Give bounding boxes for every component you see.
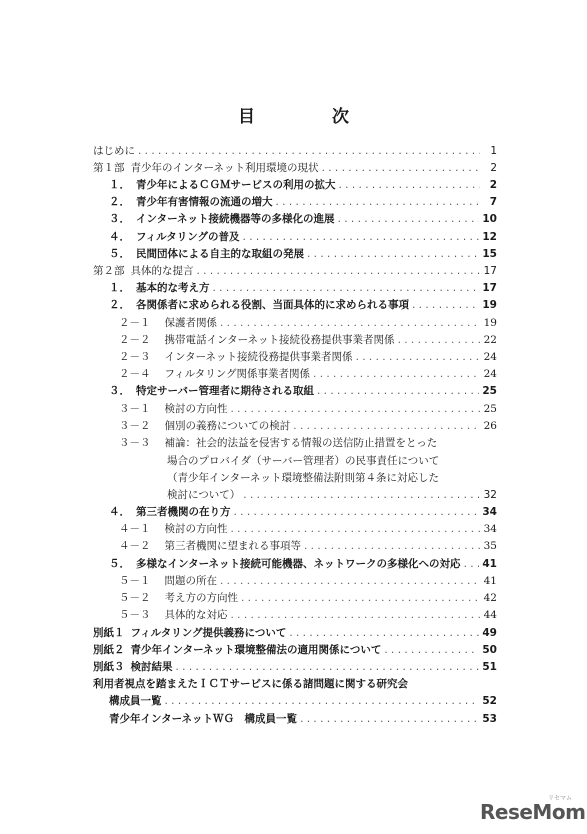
toc-entry-page: 2: [490, 162, 497, 174]
toc-entry: [167, 470, 439, 487]
toc-entry-number: ５－１: [119, 575, 151, 587]
toc-entry-page: 19: [483, 317, 497, 329]
toc-entry-number: ２－１: [119, 317, 151, 329]
dot-leader: [220, 315, 480, 332]
toc-entry-number: ４－２: [119, 540, 151, 552]
toc-entry-number: ３．: [109, 213, 130, 225]
toc-entry-label: 保護者関係: [164, 317, 217, 329]
toc-entry: [167, 453, 439, 470]
toc-entry-label: フィルタリングの普及: [136, 231, 240, 243]
toc-entry-number: ２－４: [119, 368, 151, 380]
dot-leader: [356, 349, 480, 366]
toc-entry-label: 青少年インターネットＷＧ 構成員一覧: [109, 713, 298, 725]
toc-entry-label: 多様なインターネット接続可能機器、ネットワークの多様化への対応: [136, 558, 461, 570]
toc-entry: [93, 263, 497, 280]
toc-entry-label: 検討結果: [130, 661, 173, 673]
toc-entry-number: ３－１: [119, 403, 151, 415]
toc-entry-label: 民間団体による自主的な取組の発展: [136, 248, 304, 260]
dot-leader: [197, 263, 481, 280]
toc-entry: [109, 229, 497, 246]
page-title: 目 次: [238, 107, 379, 127]
toc-entry: [93, 625, 497, 642]
toc-entry-label: 補論：社会的法益を侵害する情報の送信防止措置をとった: [164, 437, 438, 449]
toc-entry-page: 41: [482, 558, 497, 570]
toc-entry-label: 具体的な対応: [164, 609, 228, 621]
dot-leader: [176, 659, 480, 676]
toc-entry-page: 24: [483, 351, 497, 363]
toc-entry-label: 個別の義務についての検討: [164, 420, 291, 432]
dot-leader: [338, 211, 480, 228]
toc-entry-label: 構成員一覧: [109, 695, 162, 707]
toc-entry-number: ４．: [109, 231, 130, 243]
toc-entry: [109, 194, 497, 211]
dot-leader: [220, 573, 480, 590]
toc-entry-label: フィルタリング提供義務について: [130, 627, 287, 639]
dot-leader: [464, 556, 480, 573]
toc-entry-label: はじめに: [93, 145, 135, 157]
toc-entry-page: 12: [482, 231, 497, 243]
toc-entry-number: ５．: [109, 248, 130, 260]
dot-leader: [313, 366, 480, 383]
resemom-logo: ReseMom: [480, 800, 586, 824]
toc-entry: [93, 143, 497, 160]
toc-entry-page: 34: [483, 523, 497, 535]
dot-leader: [213, 280, 480, 297]
toc-entry: [119, 521, 497, 538]
toc-entry-page: 25: [483, 403, 497, 415]
toc-entry-page: 2: [489, 179, 497, 191]
dot-leader: [276, 194, 481, 211]
dot-leader: [339, 177, 481, 194]
toc-entry-label: 携帯電話インターネット接続役務提供事業者関係: [164, 334, 395, 346]
toc-entry: [119, 418, 497, 435]
toc-entry-label: （青少年インターネット環境整備法附則第４条に対応した: [167, 472, 440, 484]
toc-entry: [119, 538, 497, 555]
toc-entry: [109, 280, 497, 297]
toc-entry-label: 検討の方向性: [164, 403, 228, 415]
toc-entry-page: 50: [482, 644, 497, 656]
dot-leader: [138, 143, 480, 160]
toc-entry-label: 考え方の方向性: [164, 592, 238, 604]
toc-entry: [109, 383, 497, 400]
toc-entry: [109, 211, 497, 228]
dot-leader: [304, 538, 480, 555]
toc-entry: [93, 642, 497, 659]
toc-entry-label: 第三者機関に望まれる事項等: [164, 540, 301, 552]
toc-entry-label: 青少年によるＣＧＭサービスの利用の拡大: [136, 179, 336, 191]
toc-entry: [119, 607, 497, 624]
toc-entry-page: 52: [482, 695, 497, 707]
toc-entry-label: 基本的な考え方: [136, 282, 210, 294]
toc-entry-page: 44: [483, 609, 497, 621]
toc-entry: [119, 315, 497, 332]
toc-entry-page: 10: [482, 213, 497, 225]
dot-leader: [231, 607, 481, 624]
toc-entry: [119, 590, 497, 607]
dot-leader: [234, 504, 480, 521]
toc-entry-number: ４．: [109, 506, 130, 518]
toc-entry: [93, 160, 497, 177]
dot-leader: [243, 487, 480, 504]
toc-entry-number: 別紙１: [93, 627, 125, 639]
toc-entry: [109, 693, 497, 710]
toc-entry-label: 検討について）: [167, 489, 241, 501]
toc-entry-page: 17: [482, 282, 497, 294]
toc-entry-number: ３－２: [119, 420, 151, 432]
dot-leader: [412, 297, 479, 314]
toc-entry-number: 別紙２: [93, 644, 125, 656]
dot-leader: [231, 401, 481, 418]
resemom-logo-kana: リセマム: [548, 795, 572, 802]
toc-entry: [93, 659, 497, 676]
toc-entry-page: 26: [483, 420, 497, 432]
toc-entry: [109, 711, 497, 728]
toc-entry-number: １．: [109, 282, 130, 294]
toc-entry-number: ５－３: [119, 609, 151, 621]
toc-entry-label: 各関係者に求められる役割、当面具体的に求められる事項: [136, 299, 409, 311]
toc-entry-number: ４－１: [119, 523, 151, 535]
toc-entry: [119, 573, 497, 590]
toc-entry-number: ２－２: [119, 334, 151, 346]
dot-leader: [300, 711, 479, 728]
toc-entry-page: 15: [482, 248, 497, 260]
toc-entry-page: 7: [489, 196, 497, 208]
toc-entry-number: 別紙３: [93, 661, 125, 673]
toc-entry-page: 32: [483, 489, 497, 501]
toc-entry-number: 第２部: [93, 265, 125, 277]
toc-entry-page: 49: [482, 627, 497, 639]
toc-entry-page: 34: [482, 506, 497, 518]
toc-entry-label: 特定サーバー管理者に期待される取組: [136, 385, 314, 397]
dot-leader: [293, 418, 480, 435]
toc-entry: [109, 504, 497, 521]
toc-entry-page: 42: [483, 592, 497, 604]
dot-leader: [317, 383, 479, 400]
toc-entry-number: ３．: [109, 385, 130, 397]
toc-entry-number: ３－３: [119, 437, 151, 449]
toc-entry-number: １．: [109, 179, 130, 191]
toc-entry-label: 利用者視点を踏まえたＩＣＴサービスに係る諸問題に関する研究会: [93, 678, 408, 690]
dot-leader: [307, 246, 479, 263]
toc-entry: [109, 556, 497, 573]
toc-entry-page: 51: [482, 661, 497, 673]
toc-entry-page: 22: [483, 334, 497, 346]
toc-entry-label: インターネット接続機器等の多様化の進展: [136, 213, 335, 225]
toc-entry-page: 35: [483, 540, 497, 552]
dot-leader: [289, 625, 479, 642]
toc-entry-page: 17: [483, 265, 497, 277]
dot-leader: [231, 521, 481, 538]
toc-entry-label: 青少年インターネット環境整備法の適用関係について: [130, 644, 382, 656]
dot-leader: [165, 693, 480, 710]
toc-entry-label: インターネット接続役務提供事業者関係: [164, 351, 353, 363]
toc-entry-label: 第三者機関の在り方: [136, 506, 231, 518]
toc-entry-page: 25: [482, 385, 497, 397]
toc-entry-label: 青少年有害情報の流通の増大: [136, 196, 273, 208]
toc-entry-number: ５．: [109, 558, 130, 570]
toc-entry-label: 青少年のインターネット利用環境の現状: [130, 162, 319, 174]
dot-leader: [243, 229, 480, 246]
toc-entry-label: 問題の所在: [164, 575, 217, 587]
toc-entry: [119, 332, 497, 349]
dot-leader: [398, 332, 480, 349]
toc-entry-page: 19: [482, 299, 497, 311]
toc-entry-number: ２．: [109, 299, 130, 311]
toc-entry: [119, 401, 497, 418]
toc-entry-label: 具体的な提言: [130, 265, 194, 277]
toc-entry-page: 1: [490, 145, 497, 157]
toc-entry: [109, 177, 497, 194]
toc-entry: [167, 487, 497, 504]
toc-entry-label: 場合のプロバイダ（サーバー管理者）の民事責任について: [167, 455, 440, 467]
toc-entry: [93, 676, 408, 693]
toc-entry: [109, 246, 497, 263]
toc-entry: [119, 349, 497, 366]
toc-entry: [119, 366, 497, 383]
dot-leader: [322, 160, 480, 177]
dot-leader: [384, 642, 479, 659]
toc-entry: [119, 435, 437, 452]
toc-entry-page: 41: [483, 575, 497, 587]
dot-leader: [241, 590, 480, 607]
toc-entry-label: フィルタリング関係事業者関係: [164, 368, 311, 380]
toc-entry-number: 第１部: [93, 162, 125, 174]
toc-entry-number: ２－３: [119, 351, 151, 363]
toc-entry-label: 検討の方向性: [164, 523, 228, 535]
toc-entry-number: ２．: [109, 196, 130, 208]
toc-entry-number: ５－２: [119, 592, 151, 604]
toc-entry-page: 53: [482, 713, 497, 725]
toc-entry-page: 24: [483, 368, 497, 380]
toc-entry: [109, 297, 497, 314]
